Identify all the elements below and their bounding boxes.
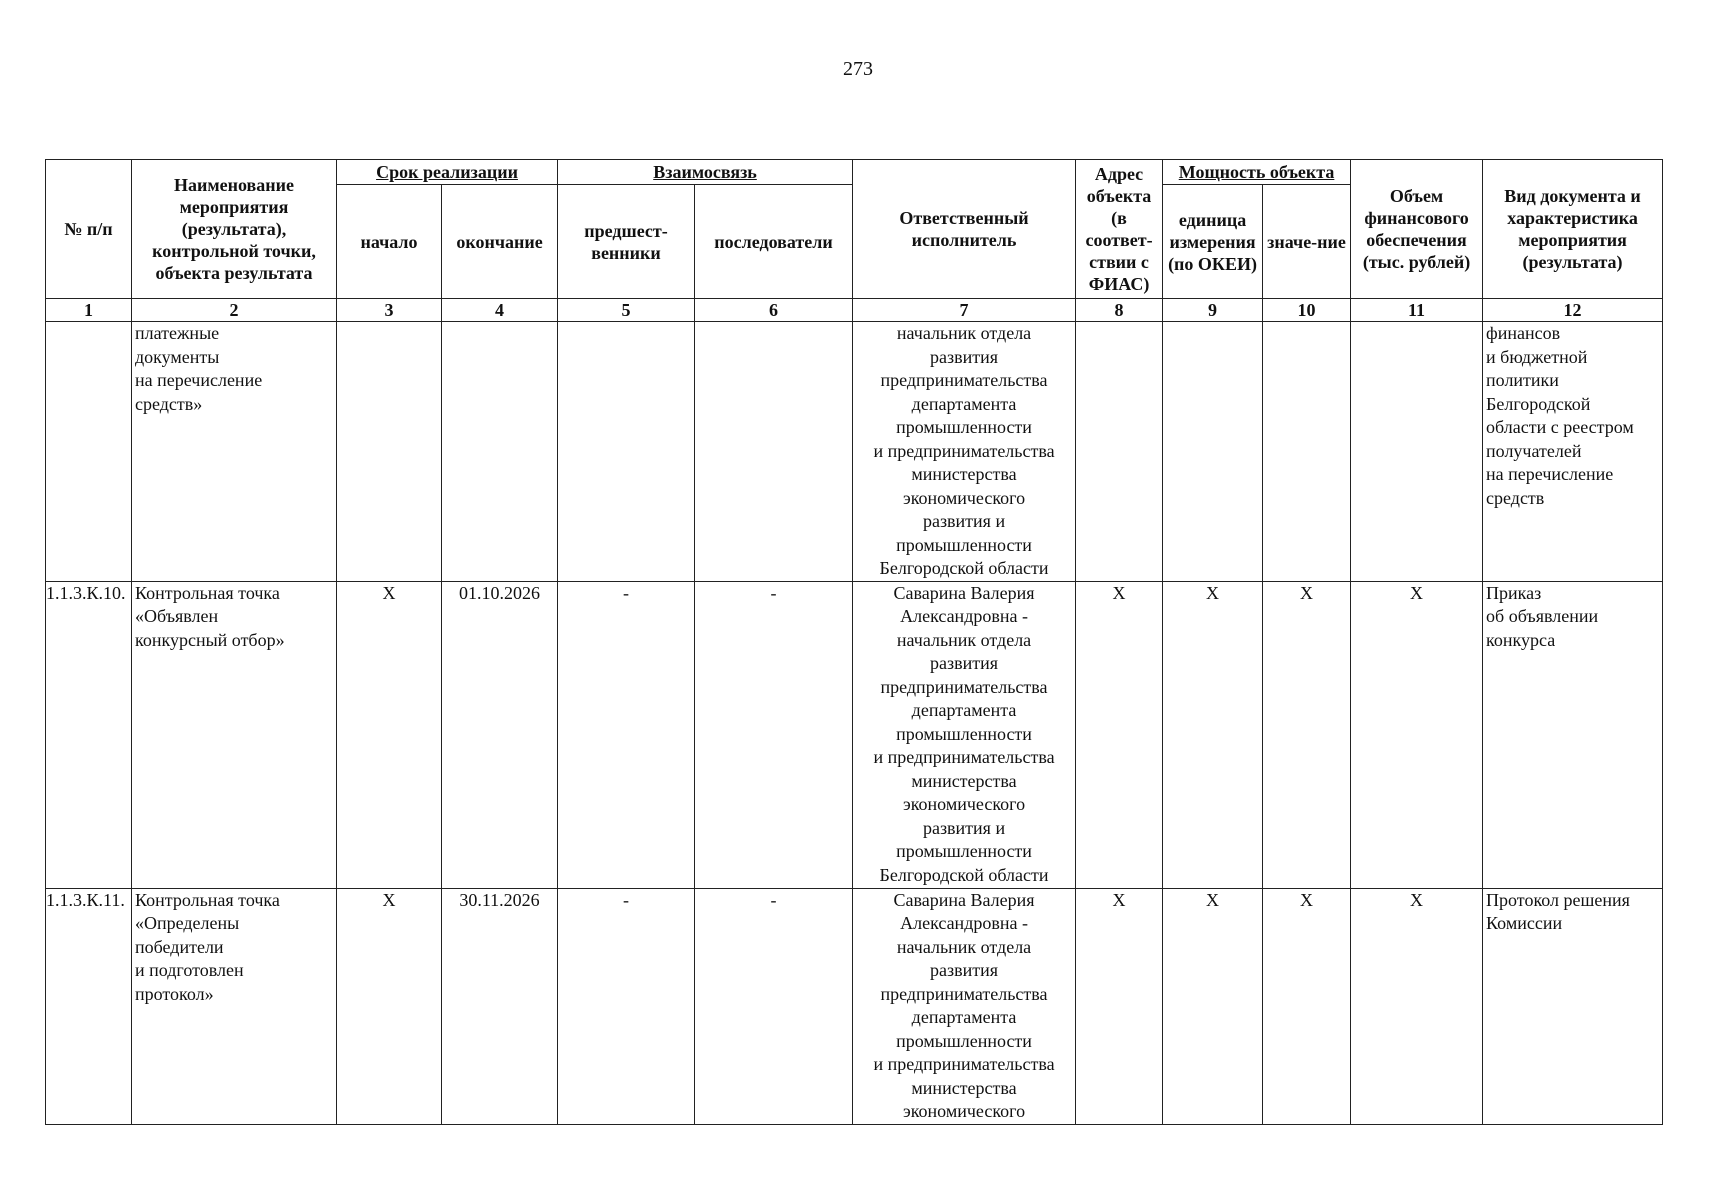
row-end: [442, 322, 558, 582]
column-number: 2: [132, 299, 337, 322]
header-pred: предшест-венники: [558, 185, 695, 299]
row-name: Контрольная точка «Объявлен конкурсный отбор»: [132, 581, 337, 888]
header-value: значе-ние: [1263, 185, 1351, 299]
column-number: 8: [1076, 299, 1163, 322]
page-number: 273: [843, 58, 873, 80]
row-executor: Саварина Валерия Александровна - начальник отдела развития предпринимательства департамента промышленности и предпринимательства министерства экономического развития и промышленности Белгородской области: [853, 581, 1076, 888]
row-id: 1.1.3.К.11.: [46, 888, 132, 1124]
row-start: [337, 322, 442, 582]
table-header: [46, 160, 1663, 322]
header-volume: Объем финансового обеспечения (тыс. рублей): [1351, 160, 1483, 299]
row-post: [695, 322, 853, 582]
row-post: -: [695, 581, 853, 888]
column-number: 7: [853, 299, 1076, 322]
column-number: 4: [442, 299, 558, 322]
column-number: 12: [1483, 299, 1663, 322]
table-row: [46, 581, 1663, 888]
table-row: [46, 888, 1663, 1124]
header-number: № п/п: [46, 160, 132, 299]
header-end: окончание: [442, 185, 558, 299]
row-unit: X: [1163, 888, 1263, 1124]
row-unit: X: [1163, 581, 1263, 888]
column-number: 11: [1351, 299, 1483, 322]
header-post: последователи: [695, 185, 853, 299]
column-number: 10: [1263, 299, 1351, 322]
row-value: X: [1263, 581, 1351, 888]
header-executor: Ответственный исполнитель: [853, 160, 1076, 299]
header-name: Наименование мероприятия (результата), контрольной точки, объекта результата: [132, 160, 337, 299]
row-pred: [558, 322, 695, 582]
row-volume: X: [1351, 888, 1483, 1124]
row-post: -: [695, 888, 853, 1124]
header-group-vzaim-label: Взаимосвязь: [653, 162, 757, 182]
column-number: 3: [337, 299, 442, 322]
row-address: X: [1076, 581, 1163, 888]
row-volume: X: [1351, 581, 1483, 888]
header-group-moshch: [1163, 160, 1351, 185]
row-value: X: [1263, 888, 1351, 1124]
row-doc: Протокол решения Комиссии: [1483, 888, 1663, 1124]
header-group-vzaim: [558, 160, 853, 185]
column-number: 5: [558, 299, 695, 322]
row-address: [1076, 322, 1163, 582]
row-name: Контрольная точка «Определены победители и подготовлен протокол»: [132, 888, 337, 1124]
header-unit: единица измерения (по ОКЕИ): [1163, 185, 1263, 299]
header-group-srok-label: Срок реализации: [376, 162, 518, 182]
row-pred: -: [558, 581, 695, 888]
row-executor: начальник отдела развития предпринимательства департамента промышленности и предпринимательства министерства экономического развития и промышленности Белгородской области: [853, 322, 1076, 582]
row-unit: [1163, 322, 1263, 582]
header-group-moshch-label: Мощность объекта: [1178, 162, 1335, 182]
row-start: X: [337, 581, 442, 888]
row-pred: -: [558, 888, 695, 1124]
row-doc: Приказ об объявлении конкурса: [1483, 581, 1663, 888]
header-group-srok: [337, 160, 558, 185]
row-volume: [1351, 322, 1483, 582]
row-end: 30.11.2026: [442, 888, 558, 1124]
row-address: X: [1076, 888, 1163, 1124]
column-number: 9: [1163, 299, 1263, 322]
row-doc: финансов и бюджетной политики Белгородской области с реестром получателей на перечисление средств: [1483, 322, 1663, 582]
header-doc: Вид документа и характеристика мероприятия (результата): [1483, 160, 1663, 299]
header-start: начало: [337, 185, 442, 299]
row-name: платежные документы на перечисление средств»: [132, 322, 337, 582]
row-value: [1263, 322, 1351, 582]
header-address: Адрес объекта (в соответ-ствии с ФИАС): [1076, 160, 1163, 299]
column-number: 1: [46, 299, 132, 322]
column-numbers-row: [46, 299, 1663, 322]
column-number: 6: [695, 299, 853, 322]
row-end: 01.10.2026: [442, 581, 558, 888]
row-id: 1.1.3.К.10.: [46, 581, 132, 888]
control-points-table: [45, 159, 1663, 1125]
row-executor: Саварина Валерия Александровна - начальник отдела развития предпринимательства департамента промышленности и предпринимательства министерства экономического: [853, 888, 1076, 1124]
table-row: [46, 322, 1663, 582]
row-start: X: [337, 888, 442, 1124]
row-id: [46, 322, 132, 582]
